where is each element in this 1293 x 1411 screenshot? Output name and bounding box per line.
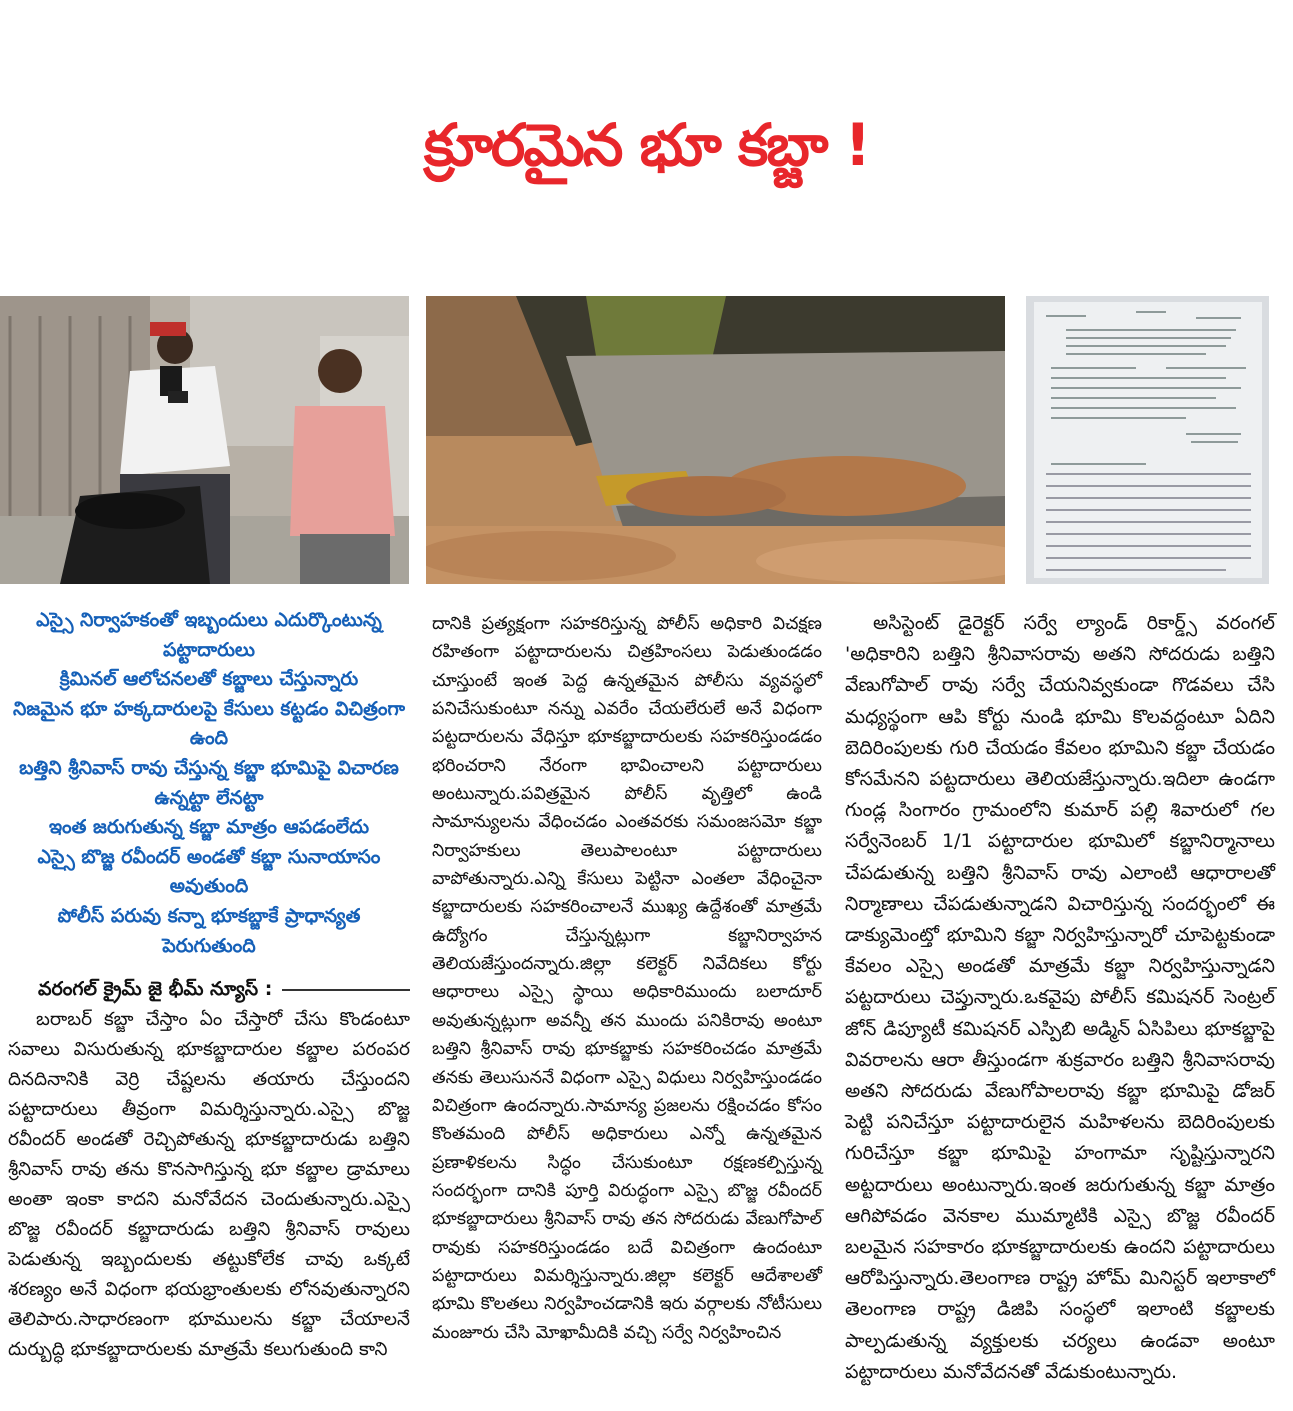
highlight-item: బత్తిని శ్రీనివాస్ రావు చేస్తున్న కబ్జా భూమిపై విచారణ ఉన్నట్టా లేనట్టా: [19, 756, 399, 809]
highlight-item: పోలీస్ పరువు కన్నా భూకబ్జాకే ప్రాధాన్యత పెరుగుతుంది: [57, 904, 361, 957]
bulldozer-photo: [426, 296, 1005, 584]
highlight-item: ఇంత జరుగుతున్న కబ్జా మాత్రం ఆపడంలేదు: [48, 816, 370, 839]
highlight-item: ఎస్సై నిర్వాహకంతో ఇబ్బందులు ఎదుర్కొంటున్న పట్టాదారులు: [36, 609, 382, 661]
byline-text: వరంగల్ క్రైమ్ జై భీమ్ న్యూస్ :: [38, 978, 273, 1001]
byline: [8, 975, 410, 1005]
headline: క్రూరమైన భూ కబ్జా !: [423, 111, 870, 179]
byline-rule: [282, 989, 410, 991]
article-paragraph-2: దానికి ప్రత్యక్షంగా సహకరిస్తున్న పోలీస్ అధికారి విచక్షణ రహితంగా పట్టాదారులను చిత్రహింసలు పెడుతుండడం చూస్తుంటే ఇంత పెద్ద ఉన్నతమైన పోలీసు వ్యవస్థలో పనిచేసుకుంటూ నన్ను ఎవరేం చేయలేరులే అనే విధంగా పట్టదారులను వేధిస్తూ భూకబ్జాదారులకు సహకరిస్తుండడం భరించరాని నేరంగా భావించాలని పట్టాదారులు అంటున్నారు.పవిత్రమైన పోలీస్ వృత్తిలో ఉండి సామాన్యులను వేధించడం ఎంతవరకు సమంజసమో కబ్జా నిర్వాహకులు తెలుపాలంటూ పట్టాదారులు వాపోతున్నారు.ఎన్ని కేసులు పెట్టినా ఎంతలా వేధించైనా కబ్జాదారులకు సహకరించాలనే ముఖ్య ఉద్దేశంతో మాత్రమే ఉద్యోగం చేస్తున్నట్లుగా కబ్జానిర్వాహన తెలియజేస్తుందన్నారు.జిల్లా కలెక్టర్ నివేదికలు కోర్టు ఆధారాలు ఎస్సై స్థాయి అధికారిముందు బలాదూర్ అవుతున్నట్లుగా అవన్నీ తన ముందు పనికిరావు అంటూ బత్తిని శ్రీనివాస్ రావు భూకబ్జాకు సహకరించడం మాత్రమే తనకు తెలుసుననే విధంగా ఎస్సై విధులు నిర్వహిస్తుండడం విచిత్రంగా ఉందన్నారు.సామాన్య ప్రజలను రక్షించడం కోసం కొంతమంది పోలీస్ అధికారులు ఎన్నో ఉన్నతమైన ప్రణాళికలను సిద్ధం చేసుకుంటూ రక్షణకల్పిస్తున్న సందర్భంగా దానికి పూర్తి విరుద్ధంగా ఎస్సై బొజ్జ రవీందర్ భూకబ్జాదారులు శ్రీనివాస్ రావు తన సోదరుడు వేణుగోపాల్ రావుకు సహకరిస్తుండడం బదే విచిత్రంగా ఉందంటూ పట్టాదారులు విమర్శిస్తున్నారు.జిల్లా కలెక్టర్ ఆదేశాలతో భూమి కొలతలు నిర్వహించడానికి ఇరు వర్గాలకు నోటీసులు మంజూరు చేసి మోఖామీదికి వచ్చి సర్వే నిర్వహించిన: [432, 614, 822, 1343]
highlights-list: [8, 606, 410, 969]
men-at-site-photo: [0, 296, 409, 584]
highlight-item: నిజమైన భూ హక్కదారులపై కేసులు కట్టడం విచిత్రంగా ఉంది: [13, 697, 405, 750]
article-paragraph-1: బరాబర్ కబ్జా చేస్తాం ఏం చేస్తారో చేసు కొండంటూ సవాలు విసురుతున్న భూకబ్జాదారుల కబ్జాల పరంపర దినదినానికి వెర్రి చేష్టలను తయారు చేస్తుందని పట్టాదారులు తీవ్రంగా విమర్శిస్తున్నారు.ఎస్సై బొజ్జ రవీందర్ అండతో రెచ్చిపోతున్న భూకబ్జాదారుడు బత్తిని శ్రీనివాస్ రావు తను కొనసాగిస్తున్న భూ కబ్జాల డ్రామాలు అంతా ఇంకా కాదని మనోవేదన చెందుతున్నారు.ఎస్సై బొజ్జ రవీందర్ కబ్జాదారుడు బత్తిని శ్రీనివాస్ రావులు పెడుతున్న ఇబ్బందులకు తట్టుకోలేక చావు ఒక్కటే శరణ్యం అనే విధంగా భయభ్రాంతులకు లోనవుతున్నారని తెలిపారు.సాధారణంగా భూములను కబ్జా చేయాలనే దుర్బుద్ధి భూకబ్జాదారులకు మాత్రమే కలుగుతుంది కాని: [8, 1009, 410, 1360]
column-left: [8, 606, 410, 1365]
article-paragraph-3: అసిస్టెంట్ డైరెక్టర్ సర్వే ల్యాండ్ రికార్డ్స్ వరంగల్ 'అధికారిని బత్తిని శ్రీనివాసరావు అతని సోదరుడు బత్తిని వేణుగోపాల్ రావు సర్వే చేయనివ్వకుండా గొడవలు చేసి మధ్యస్థంగా ఆపి కోర్టు నుండి భూమి కొలవద్దంటూ ఏదిని బెదిరింపులకు గురి చేయడం కేవలం భూమిని కబ్జా చేయడం కోసమేనని పట్టదారులు తెలియజేస్తున్నారు.ఇదిలా ఉండగా గుండ్ల సింగారం గ్రామంలోని కుమార్ పల్లి శివారులో గల సర్వేనెంబర్ 1/1 పట్టాదారుల భూమిలో కబ్జానిర్మానాలు చేపడుతున్న బత్తిని శ్రీనివాస్ రావు ఎలాంటి ఆధారాలతో నిర్మాణాలు చేపడుతున్నాడని విచారిస్తున్న సందర్భంలో ఈ డాక్యుమెంట్తో భూమిని కబ్జా నిర్వహిస్తున్నారో చూపెట్టకుండా కేవలం ఎస్సై అండతో మాత్రమే కబ్జా నిర్వహిస్తున్నాడని పట్టదారులు చెప్తున్నారు.ఒకవైపు పోలీస్ కమిషనర్ సెంట్రల్ జోన్ డిప్యూటీ కమిషనర్ ఎస్పిబి అడ్మిన్ ఏసిపిలు భూకబ్జాపై వివరాలను ఆరా తీస్తుండగా శుక్రవారం బత్తిని శ్రీనివాసరావు అతని సోదరుడు వేణుగోపాలరావు కబ్జా భూమిపై డోజర్ పెట్టి పనిచేస్తూ పట్టాదారులైన మహిళలను బెదిరింపులకు గురిచేస్తూ కబ్జా భూమిపై హంగామా సృష్టిస్తున్నారని అట్టదారులు అంటున్నారు.ఇంత జరుగుతున్న కబ్జా మాత్రం ఆగిపోవడం వెనకాల ముమ్మాటికి ఎస్సై బొజ్జ రవీందర్ బలమైన సహకారం భూకబ్జాదారులకు ఉందని పట్టాదారులు ఆరోపిస్తున్నారు.తెలంగాణ రాష్ట్ర హోమ్ మినిస్టర్ ఇలాకాలో తెలంగాణ రాష్ట్ర డిజిపి సంస్థలో ఇలాంటి కబ్జాలకు పాల్పడుతున్న వ్యక్తులకు చర్యలు ఉండవా అంటూ పట్టాదారులు మనోవేదనతో వేడుకుంటున్నారు.: [845, 612, 1275, 1383]
document-photo: [1026, 296, 1269, 584]
highlight-item: క్రిమినల్ ఆలోచనలతో కబ్జాలు చేస్తున్నారు: [59, 668, 359, 691]
highlight-item: ఎస్సై బొజ్జ రవీందర్ అండతో కబ్జా సునాయాసం అవుతుంది: [37, 845, 381, 898]
column-middle: [432, 610, 822, 1347]
column-right: [845, 608, 1275, 1388]
